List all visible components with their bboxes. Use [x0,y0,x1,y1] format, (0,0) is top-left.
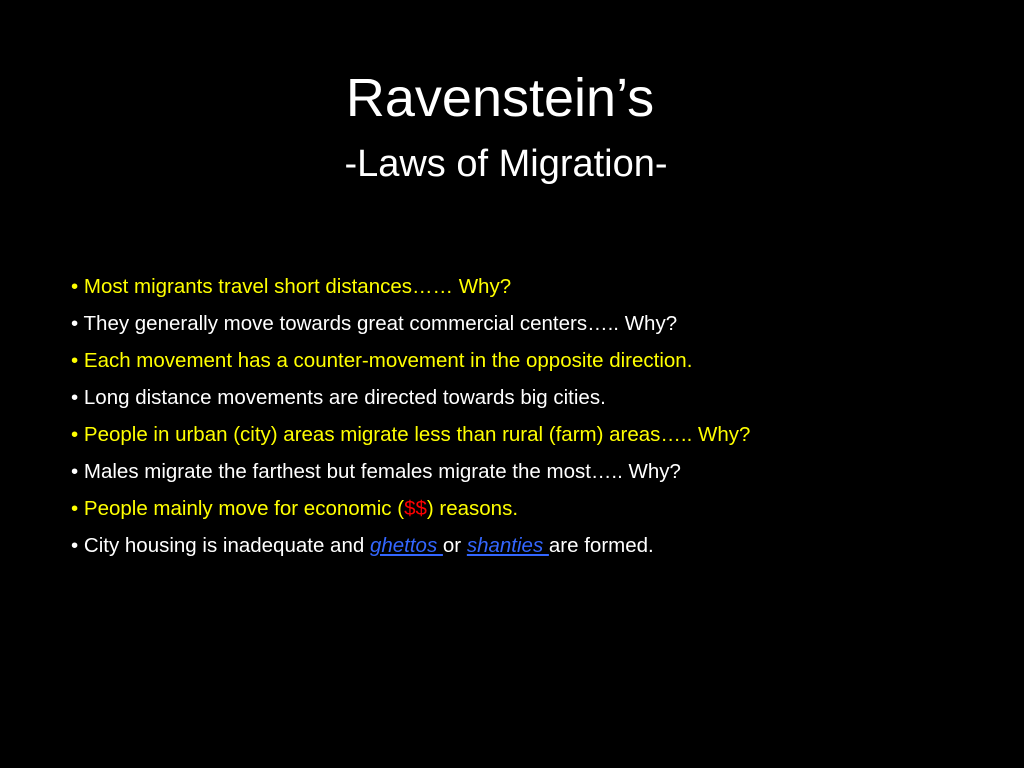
bullet-item [71,305,991,342]
bullet-item [71,527,991,564]
bullet-text-after: are formed. [548,534,654,557]
bullet-item [71,416,991,453]
bullet-list [71,268,991,564]
bullet-text: Each movement has a counter-movement in the opposite direction. [83,349,693,372]
bullet-text-before: City housing is inadequate and [83,534,370,557]
bullet-marker: • [71,349,79,372]
bullet-marker: • [71,423,79,446]
bullet-text: Males migrate the farthest but females migrate the most….. Why? [83,460,681,483]
bullet-item [71,342,991,379]
bullet-marker: • [71,312,79,335]
bullet-item [71,490,991,527]
shanties-link[interactable]: shanties [466,534,549,557]
bullet-marker: • [71,460,79,483]
bullet-marker: • [71,275,79,298]
bullet-text-middle: or [442,534,467,557]
bullet-text-after: ) reasons. [426,497,519,520]
bullet-text: People in urban (city) areas migrate less than rural (farm) areas….. Why? [83,423,751,446]
slide-subtitle: -Laws of Migration- [344,143,668,185]
bullet-text: Long distance movements are directed towards big cities. [83,386,606,409]
bullet-marker: • [71,386,79,409]
bullet-text: They generally move towards great commercial centers….. Why? [83,312,678,335]
bullet-text: Most migrants travel short distances…… Why? [83,275,512,298]
bullet-item [71,379,991,416]
ghettos-link[interactable]: ghettos [369,534,443,557]
money-symbol: $$ [404,497,427,520]
slide-title: Ravenstein’s [345,68,655,128]
bullet-text-before: People mainly move for economic ( [83,497,405,520]
bullet-item [71,453,991,490]
bullet-item [71,268,991,305]
bullet-marker: • [71,534,79,557]
bullet-marker: • [71,497,79,520]
